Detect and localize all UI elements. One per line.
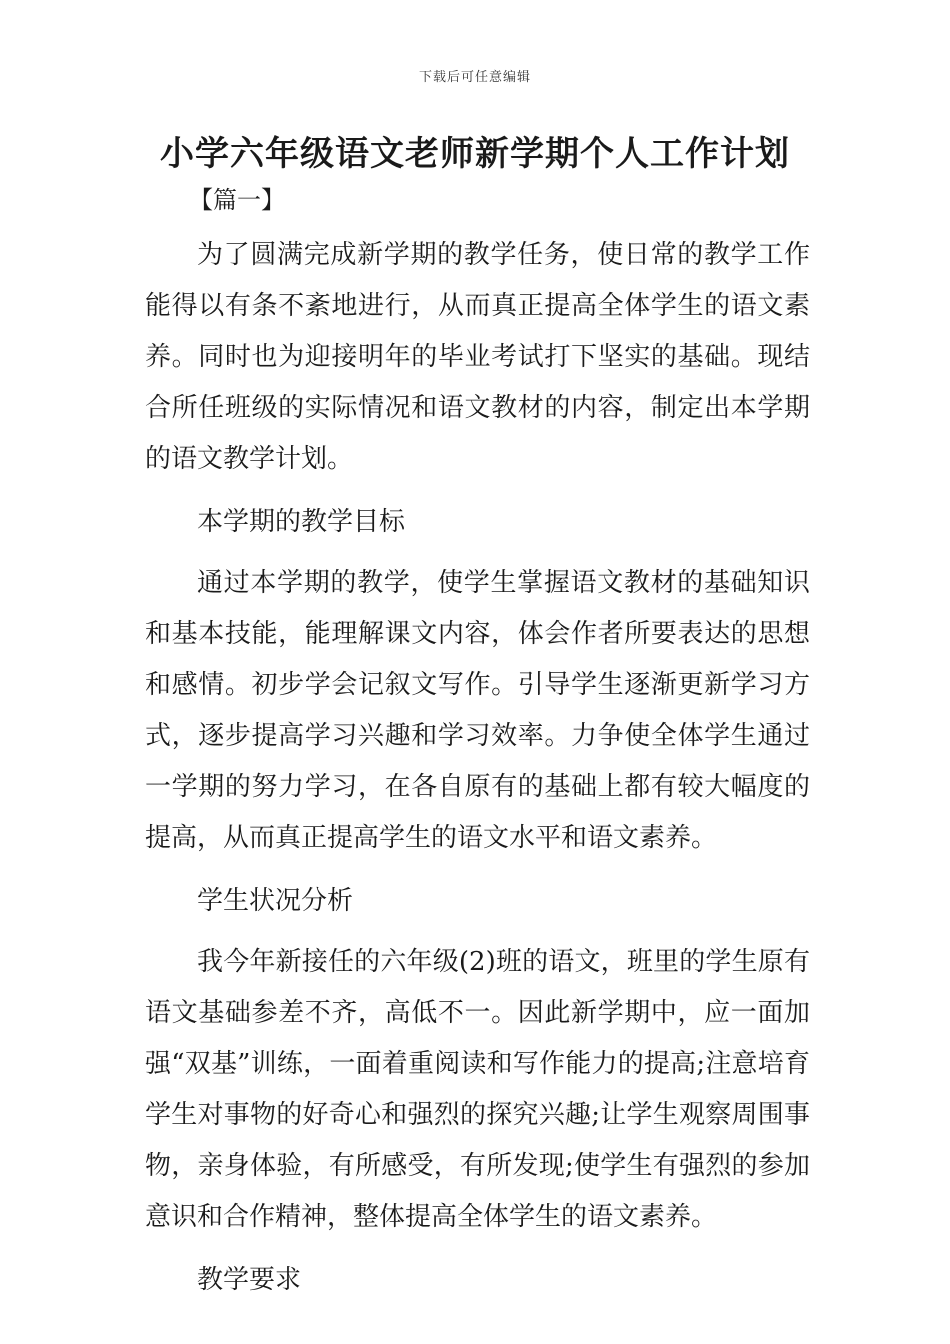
document-body: [145, 180, 810, 1306]
header-note: 下载后可任意编辑: [418, 70, 531, 85]
students-paragraph: 我今年新接任的六年级(2)班的语文，班里的学生原有语文基础参差不齐，高低不一。因此新学期中，应一面加强“双基”训练，一面着重阅读和写作能力的提高;注意培育学生对事物的好奇心和强烈的探究兴趣;让学生观察周围事物，亲身体验，有所感受，有所发现;使学生有强烈的参加意识和合作精神，整体提高全体学生的语文素养。: [145, 947, 810, 1232]
section-marker: 【篇一】: [189, 186, 285, 214]
goals-paragraph: 通过本学期的教学，使学生掌握语文教材的基础知识和基本技能，能理解课文内容，体会作者所要表达的思想和感情。初步学会记叙文写作。引导学生逐渐更新学习方式，逐步提高学习兴趣和学习效率。力争使全体学生通过一学期的努力学习，在各自原有的基础上都有较大幅度的提高，从而真正提高学生的语文水平和语文素养。: [145, 568, 810, 853]
document-title: 小学六年级语文老师新学期个人工作计划: [160, 134, 790, 174]
intro-paragraph: 为了圆满完成新学期的教学任务，使日常的教学工作能得以有条不紊地进行，从而真正提高全体学生的语文素养。同时也为迎接明年的毕业考试打下坚实的基础。现结合所任班级的实际情况和语文教材的内容，制定出本学期的语文教学计划。: [145, 240, 810, 474]
heading-student-analysis: 学生状况分析: [197, 886, 354, 916]
heading-teaching-goals: 本学期的教学目标: [197, 507, 406, 537]
heading-teaching-requirements: 教学要求: [197, 1265, 302, 1295]
